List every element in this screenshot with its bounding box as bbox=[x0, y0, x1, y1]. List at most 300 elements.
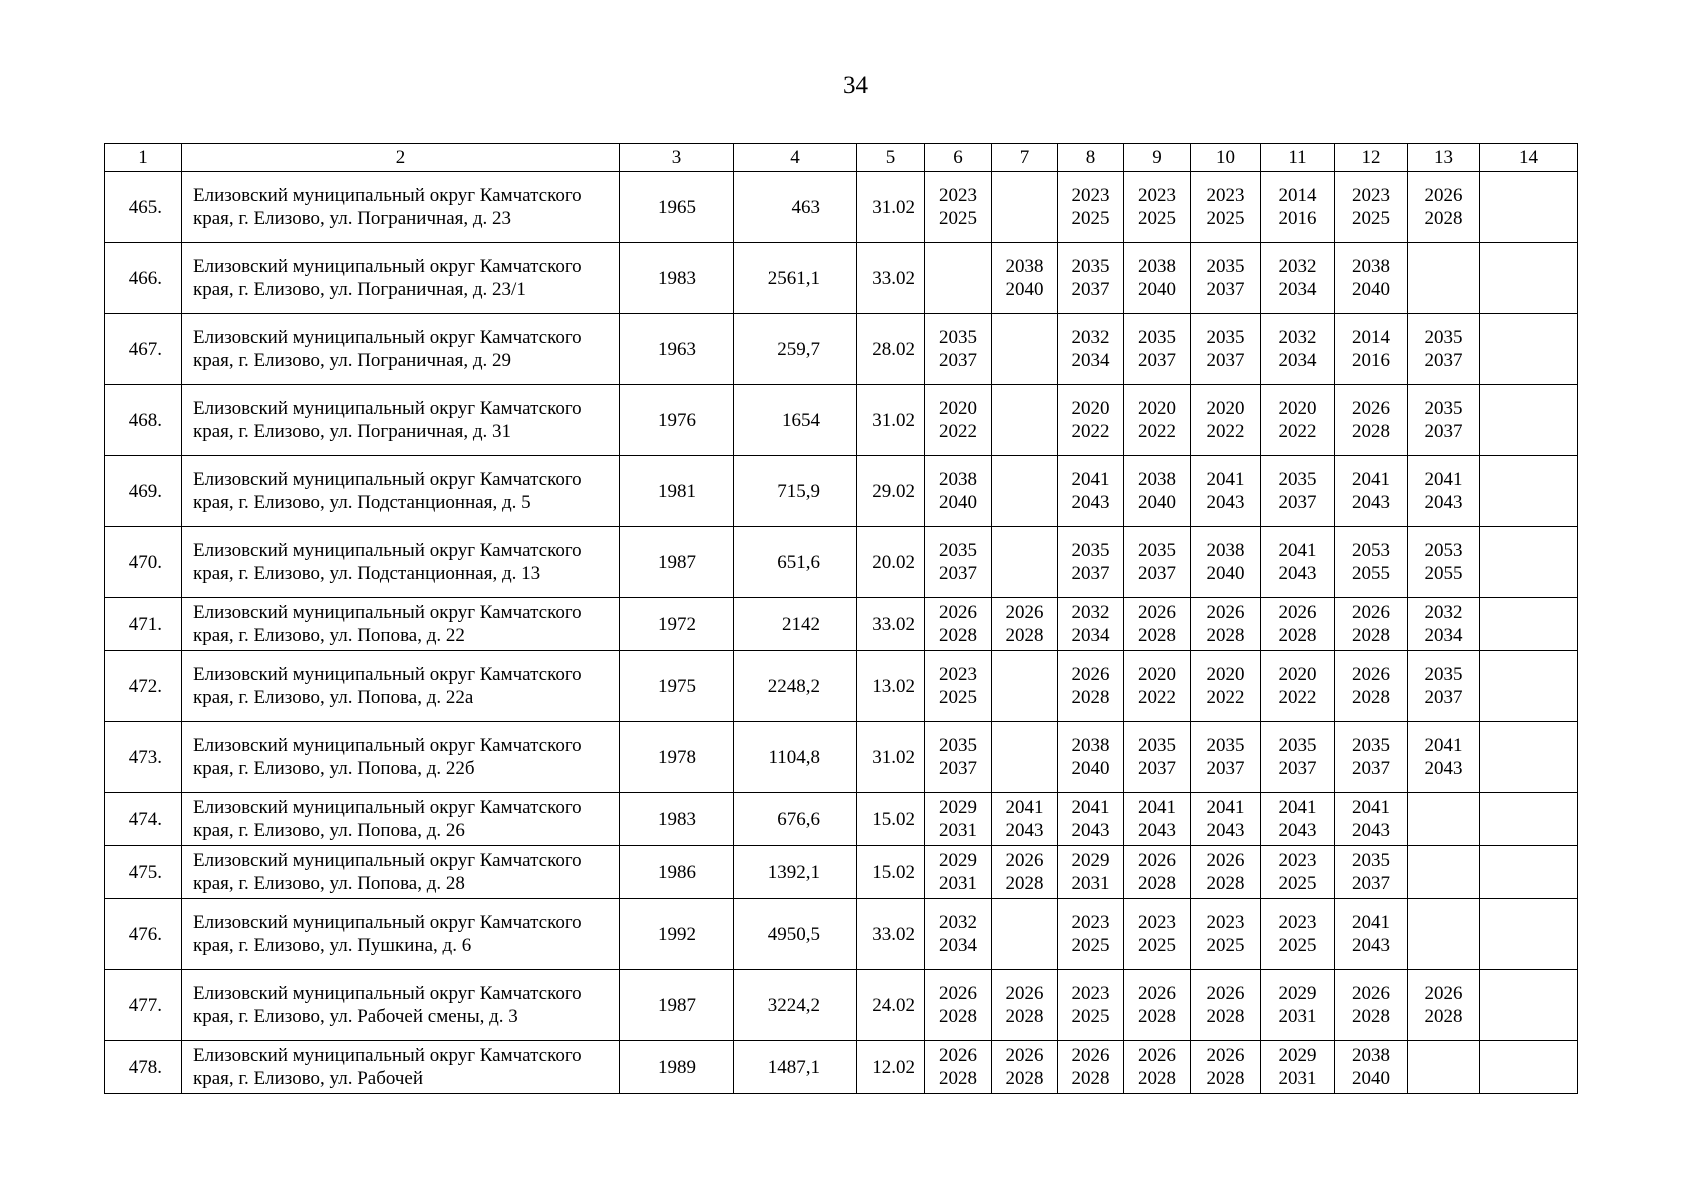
period-cell-col10 bbox=[1191, 314, 1261, 385]
period-end-year: 2037 bbox=[939, 758, 977, 779]
period-cell-col9 bbox=[1124, 722, 1191, 793]
build-year-cell: 1963 bbox=[620, 314, 734, 385]
area-cell: 2142 bbox=[734, 598, 857, 651]
address-cell: Елизовский муниципальный округ Камчатского края, г. Елизово, ул. Пограничная, д. 31 bbox=[182, 385, 620, 456]
period-end-year: 2025 bbox=[1138, 935, 1176, 956]
address-cell: Елизовский муниципальный округ Камчатского края, г. Елизово, ул. Подстанционная, д. 13 bbox=[182, 527, 620, 598]
period-end-year: 2028 bbox=[1206, 1068, 1245, 1089]
period-end-year: 2043 bbox=[1206, 492, 1245, 513]
period-start-year: 2026 bbox=[1138, 850, 1176, 871]
period-end-year: 2043 bbox=[1138, 820, 1176, 841]
period-start-year: 2020 bbox=[1206, 398, 1245, 419]
period-start-year: 2038 bbox=[1138, 256, 1176, 277]
period-cell-col11 bbox=[1261, 243, 1335, 314]
period-end-year: 2040 bbox=[1206, 563, 1245, 584]
period-end-year: 2037 bbox=[1352, 758, 1390, 779]
build-year-cell: 1983 bbox=[620, 793, 734, 846]
period-cell-col7 bbox=[992, 172, 1058, 243]
period-end-year: 2037 bbox=[1206, 350, 1245, 371]
build-year-cell: 1978 bbox=[620, 722, 734, 793]
period-end-year: 2037 bbox=[939, 350, 977, 371]
column-header-3: 3 bbox=[620, 144, 734, 172]
table-row bbox=[105, 385, 1578, 456]
period-start-year: 2041 bbox=[1071, 469, 1110, 490]
period-cell-col11 bbox=[1261, 598, 1335, 651]
table-row bbox=[105, 722, 1578, 793]
period-cell-col7 bbox=[992, 456, 1058, 527]
row-number-cell: 465. bbox=[105, 172, 182, 243]
period-end-year: 2025 bbox=[1206, 208, 1245, 229]
period-end-year: 2037 bbox=[1206, 279, 1245, 300]
period-end-year: 2040 bbox=[1352, 1068, 1390, 1089]
period-cell-col10 bbox=[1191, 722, 1261, 793]
period-end-year: 2025 bbox=[1071, 1006, 1110, 1027]
period-start-year: 2026 bbox=[1206, 1045, 1245, 1066]
area-cell: 259,7 bbox=[734, 314, 857, 385]
period-cell-col7 bbox=[992, 970, 1058, 1041]
period-start-year: 2041 bbox=[1278, 540, 1317, 561]
period-end-year: 2022 bbox=[1071, 421, 1110, 442]
period-end-year: 2043 bbox=[1352, 492, 1390, 513]
period-cell-col11 bbox=[1261, 527, 1335, 598]
period-end-year: 2043 bbox=[1278, 820, 1317, 841]
period-start-year: 2038 bbox=[1352, 1045, 1390, 1066]
period-cell-col8 bbox=[1058, 722, 1124, 793]
period-cell-col13 bbox=[1408, 1041, 1480, 1094]
period-cell-col14 bbox=[1480, 527, 1578, 598]
code-cell: 24.02 bbox=[857, 970, 925, 1041]
period-start-year: 2026 bbox=[939, 602, 977, 623]
period-start-year: 2020 bbox=[939, 398, 977, 419]
period-end-year: 2034 bbox=[939, 935, 977, 956]
period-cell-col10 bbox=[1191, 1041, 1261, 1094]
period-cell-col6 bbox=[925, 527, 992, 598]
code-cell: 31.02 bbox=[857, 172, 925, 243]
period-start-year: 2035 bbox=[939, 735, 977, 756]
period-cell-col12 bbox=[1335, 598, 1408, 651]
period-cell-col12 bbox=[1335, 527, 1408, 598]
period-start-year: 2041 bbox=[1352, 912, 1390, 933]
period-end-year: 2037 bbox=[1424, 421, 1463, 442]
period-cell-col9 bbox=[1124, 970, 1191, 1041]
period-cell-col10 bbox=[1191, 385, 1261, 456]
period-start-year: 2020 bbox=[1278, 664, 1317, 685]
code-cell: 31.02 bbox=[857, 722, 925, 793]
period-cell-col14 bbox=[1480, 1041, 1578, 1094]
period-end-year: 2028 bbox=[1424, 208, 1463, 229]
period-end-year: 2025 bbox=[1278, 873, 1317, 894]
code-cell: 12.02 bbox=[857, 1041, 925, 1094]
period-end-year: 2016 bbox=[1352, 350, 1390, 371]
period-end-year: 2034 bbox=[1071, 625, 1110, 646]
code-cell: 31.02 bbox=[857, 385, 925, 456]
period-cell-col9 bbox=[1124, 527, 1191, 598]
period-end-year: 2028 bbox=[1071, 1068, 1110, 1089]
period-end-year: 2028 bbox=[1424, 1006, 1463, 1027]
build-year-cell: 1983 bbox=[620, 243, 734, 314]
period-cell-col11 bbox=[1261, 722, 1335, 793]
build-year-cell: 1975 bbox=[620, 651, 734, 722]
row-number-cell: 466. bbox=[105, 243, 182, 314]
period-start-year: 2041 bbox=[1206, 469, 1245, 490]
column-header-5: 5 bbox=[857, 144, 925, 172]
period-end-year: 2040 bbox=[1352, 279, 1390, 300]
period-start-year: 2035 bbox=[939, 540, 977, 561]
period-end-year: 2037 bbox=[1424, 687, 1463, 708]
period-cell-col13 bbox=[1408, 243, 1480, 314]
period-cell-col8 bbox=[1058, 243, 1124, 314]
period-end-year: 2028 bbox=[1005, 1068, 1044, 1089]
period-end-year: 2037 bbox=[1278, 758, 1317, 779]
period-cell-col6 bbox=[925, 314, 992, 385]
period-end-year: 2034 bbox=[1071, 350, 1110, 371]
period-end-year: 2037 bbox=[1206, 758, 1245, 779]
area-cell: 715,9 bbox=[734, 456, 857, 527]
period-cell-col8 bbox=[1058, 1041, 1124, 1094]
period-end-year: 2043 bbox=[1071, 492, 1110, 513]
period-start-year: 2026 bbox=[1352, 602, 1390, 623]
period-cell-col10 bbox=[1191, 793, 1261, 846]
period-cell-col11 bbox=[1261, 456, 1335, 527]
period-end-year: 2028 bbox=[1206, 625, 1245, 646]
period-start-year: 2020 bbox=[1138, 664, 1176, 685]
area-cell: 4950,5 bbox=[734, 899, 857, 970]
table-row bbox=[105, 314, 1578, 385]
period-start-year: 2026 bbox=[1071, 1045, 1110, 1066]
period-end-year: 2025 bbox=[1278, 935, 1317, 956]
period-cell-col12 bbox=[1335, 846, 1408, 899]
period-cell-col9 bbox=[1124, 846, 1191, 899]
table-row bbox=[105, 970, 1578, 1041]
column-header-9: 9 bbox=[1124, 144, 1191, 172]
period-start-year: 2035 bbox=[1138, 735, 1176, 756]
period-cell-col13 bbox=[1408, 846, 1480, 899]
period-start-year: 2023 bbox=[1071, 912, 1110, 933]
period-cell-col9 bbox=[1124, 899, 1191, 970]
column-header-10: 10 bbox=[1191, 144, 1261, 172]
area-cell: 676,6 bbox=[734, 793, 857, 846]
period-cell-col14 bbox=[1480, 846, 1578, 899]
period-end-year: 2025 bbox=[1138, 208, 1176, 229]
period-cell-col14 bbox=[1480, 243, 1578, 314]
code-cell: 28.02 bbox=[857, 314, 925, 385]
period-start-year: 2038 bbox=[1005, 256, 1044, 277]
period-cell-col12 bbox=[1335, 970, 1408, 1041]
period-start-year: 2026 bbox=[1278, 602, 1317, 623]
row-number-cell: 475. bbox=[105, 846, 182, 899]
address-cell: Елизовский муниципальный округ Камчатского края, г. Елизово, ул. Попова, д. 26 bbox=[182, 793, 620, 846]
period-end-year: 2043 bbox=[1071, 820, 1110, 841]
period-end-year: 2031 bbox=[1278, 1006, 1317, 1027]
area-cell: 2248,2 bbox=[734, 651, 857, 722]
period-end-year: 2022 bbox=[1138, 687, 1176, 708]
period-start-year: 2014 bbox=[1352, 327, 1390, 348]
period-cell-col6 bbox=[925, 243, 992, 314]
period-end-year: 2037 bbox=[1278, 492, 1317, 513]
period-start-year: 2023 bbox=[939, 185, 977, 206]
area-cell: 1392,1 bbox=[734, 846, 857, 899]
period-end-year: 2031 bbox=[1278, 1068, 1317, 1089]
period-cell-col6 bbox=[925, 456, 992, 527]
period-start-year: 2026 bbox=[1138, 983, 1176, 1004]
period-cell-col10 bbox=[1191, 651, 1261, 722]
area-cell: 1654 bbox=[734, 385, 857, 456]
table-row bbox=[105, 793, 1578, 846]
period-end-year: 2028 bbox=[1206, 873, 1245, 894]
address-cell: Елизовский муниципальный округ Камчатского края, г. Елизово, ул. Подстанционная, д. 5 bbox=[182, 456, 620, 527]
period-end-year: 2040 bbox=[1071, 758, 1110, 779]
period-start-year: 2023 bbox=[1138, 912, 1176, 933]
build-year-cell: 1987 bbox=[620, 527, 734, 598]
period-cell-col12 bbox=[1335, 1041, 1408, 1094]
period-start-year: 2026 bbox=[939, 983, 977, 1004]
period-start-year: 2035 bbox=[1278, 735, 1317, 756]
period-cell-col10 bbox=[1191, 598, 1261, 651]
period-cell-col13 bbox=[1408, 651, 1480, 722]
column-header-13: 13 bbox=[1408, 144, 1480, 172]
period-cell-col8 bbox=[1058, 385, 1124, 456]
period-cell-col14 bbox=[1480, 899, 1578, 970]
period-start-year: 2026 bbox=[1071, 664, 1110, 685]
period-end-year: 2031 bbox=[1071, 873, 1110, 894]
period-cell-col14 bbox=[1480, 456, 1578, 527]
row-number-cell: 477. bbox=[105, 970, 182, 1041]
period-cell-col7 bbox=[992, 527, 1058, 598]
period-cell-col9 bbox=[1124, 385, 1191, 456]
period-cell-col8 bbox=[1058, 970, 1124, 1041]
period-cell-col7 bbox=[992, 1041, 1058, 1094]
row-number-cell: 470. bbox=[105, 527, 182, 598]
code-cell: 33.02 bbox=[857, 899, 925, 970]
period-end-year: 2043 bbox=[1352, 820, 1390, 841]
period-end-year: 2034 bbox=[1278, 350, 1317, 371]
period-end-year: 2028 bbox=[1352, 1006, 1390, 1027]
period-start-year: 2038 bbox=[1138, 469, 1176, 490]
period-cell-col9 bbox=[1124, 456, 1191, 527]
period-start-year: 2026 bbox=[1206, 850, 1245, 871]
period-cell-col7 bbox=[992, 846, 1058, 899]
period-cell-col14 bbox=[1480, 385, 1578, 456]
period-cell-col7 bbox=[992, 722, 1058, 793]
period-cell-col14 bbox=[1480, 793, 1578, 846]
period-end-year: 2028 bbox=[1352, 421, 1390, 442]
period-cell-col9 bbox=[1124, 598, 1191, 651]
period-start-year: 2023 bbox=[1278, 912, 1317, 933]
period-start-year: 2023 bbox=[1278, 850, 1317, 871]
period-end-year: 2028 bbox=[939, 625, 977, 646]
period-end-year: 2028 bbox=[1071, 687, 1110, 708]
period-cell-col6 bbox=[925, 793, 992, 846]
period-cell-col14 bbox=[1480, 598, 1578, 651]
address-cell: Елизовский муниципальный округ Камчатского края, г. Елизово, ул. Пушкина, д. 6 bbox=[182, 899, 620, 970]
address-cell: Елизовский муниципальный округ Камчатского края, г. Елизово, ул. Попова, д. 22б bbox=[182, 722, 620, 793]
period-cell-col13 bbox=[1408, 598, 1480, 651]
period-start-year: 2023 bbox=[1071, 983, 1110, 1004]
period-cell-col12 bbox=[1335, 793, 1408, 846]
period-end-year: 2043 bbox=[1424, 492, 1463, 513]
period-cell-col11 bbox=[1261, 1041, 1335, 1094]
period-cell-col6 bbox=[925, 385, 992, 456]
code-cell: 20.02 bbox=[857, 527, 925, 598]
period-end-year: 2028 bbox=[1138, 1006, 1176, 1027]
address-cell: Елизовский муниципальный округ Камчатского края, г. Елизово, ул. Пограничная, д. 23/1 bbox=[182, 243, 620, 314]
period-cell-col11 bbox=[1261, 846, 1335, 899]
area-cell: 1487,1 bbox=[734, 1041, 857, 1094]
period-start-year: 2029 bbox=[1071, 850, 1110, 871]
period-cell-col8 bbox=[1058, 793, 1124, 846]
period-cell-col13 bbox=[1408, 527, 1480, 598]
period-start-year: 2023 bbox=[1352, 185, 1390, 206]
period-cell-col13 bbox=[1408, 314, 1480, 385]
table-row bbox=[105, 456, 1578, 527]
period-cell-col12 bbox=[1335, 722, 1408, 793]
build-year-cell: 1965 bbox=[620, 172, 734, 243]
period-cell-col6 bbox=[925, 598, 992, 651]
period-start-year: 2026 bbox=[1005, 1045, 1044, 1066]
period-cell-col10 bbox=[1191, 456, 1261, 527]
period-start-year: 2041 bbox=[1424, 735, 1463, 756]
period-cell-col10 bbox=[1191, 527, 1261, 598]
area-cell: 1104,8 bbox=[734, 722, 857, 793]
period-cell-col9 bbox=[1124, 1041, 1191, 1094]
period-cell-col13 bbox=[1408, 385, 1480, 456]
period-cell-col12 bbox=[1335, 899, 1408, 970]
period-end-year: 2040 bbox=[1138, 492, 1176, 513]
period-start-year: 2023 bbox=[1071, 185, 1110, 206]
period-cell-col13 bbox=[1408, 899, 1480, 970]
period-start-year: 2035 bbox=[1424, 664, 1463, 685]
area-cell: 463 bbox=[734, 172, 857, 243]
period-cell-col8 bbox=[1058, 598, 1124, 651]
period-start-year: 2041 bbox=[1005, 797, 1044, 818]
period-start-year: 2029 bbox=[1278, 1045, 1317, 1066]
page-number: 34 bbox=[843, 72, 868, 99]
period-start-year: 2020 bbox=[1278, 398, 1317, 419]
period-end-year: 2028 bbox=[1138, 1068, 1176, 1089]
period-cell-col7 bbox=[992, 243, 1058, 314]
period-end-year: 2028 bbox=[1005, 873, 1044, 894]
code-cell: 29.02 bbox=[857, 456, 925, 527]
period-end-year: 2022 bbox=[1278, 687, 1317, 708]
period-cell-col11 bbox=[1261, 651, 1335, 722]
period-end-year: 2028 bbox=[1352, 625, 1390, 646]
period-start-year: 2035 bbox=[1138, 540, 1176, 561]
period-cell-col6 bbox=[925, 970, 992, 1041]
period-end-year: 2034 bbox=[1278, 279, 1317, 300]
column-header-2: 2 bbox=[182, 144, 620, 172]
period-cell-col11 bbox=[1261, 172, 1335, 243]
period-start-year: 2023 bbox=[1206, 185, 1245, 206]
period-cell-col6 bbox=[925, 846, 992, 899]
period-cell-col9 bbox=[1124, 651, 1191, 722]
table-row bbox=[105, 598, 1578, 651]
period-cell-col13 bbox=[1408, 722, 1480, 793]
period-start-year: 2026 bbox=[1206, 602, 1245, 623]
build-year-cell: 1986 bbox=[620, 846, 734, 899]
period-start-year: 2041 bbox=[1138, 797, 1176, 818]
period-cell-col11 bbox=[1261, 793, 1335, 846]
period-start-year: 2041 bbox=[1352, 469, 1390, 490]
period-end-year: 2025 bbox=[939, 208, 977, 229]
column-header-11: 11 bbox=[1261, 144, 1335, 172]
period-end-year: 2022 bbox=[939, 421, 977, 442]
area-cell: 3224,2 bbox=[734, 970, 857, 1041]
period-cell-col14 bbox=[1480, 314, 1578, 385]
period-cell-col6 bbox=[925, 651, 992, 722]
period-end-year: 2028 bbox=[1352, 687, 1390, 708]
period-end-year: 2028 bbox=[1278, 625, 1317, 646]
period-cell-col14 bbox=[1480, 722, 1578, 793]
period-cell-col8 bbox=[1058, 651, 1124, 722]
period-end-year: 2055 bbox=[1424, 563, 1463, 584]
period-start-year: 2035 bbox=[1138, 327, 1176, 348]
period-end-year: 2037 bbox=[1138, 350, 1176, 371]
period-start-year: 2026 bbox=[1352, 664, 1390, 685]
period-start-year: 2014 bbox=[1278, 185, 1317, 206]
period-cell-col13 bbox=[1408, 172, 1480, 243]
period-start-year: 2023 bbox=[1138, 185, 1176, 206]
row-number-cell: 478. bbox=[105, 1041, 182, 1094]
table-row bbox=[105, 527, 1578, 598]
period-start-year: 2035 bbox=[1206, 327, 1245, 348]
period-end-year: 2028 bbox=[1005, 1006, 1044, 1027]
period-cell-col10 bbox=[1191, 243, 1261, 314]
period-start-year: 2026 bbox=[1206, 983, 1245, 1004]
period-end-year: 2025 bbox=[1206, 935, 1245, 956]
period-cell-col14 bbox=[1480, 651, 1578, 722]
period-start-year: 2038 bbox=[1206, 540, 1245, 561]
period-start-year: 2032 bbox=[1278, 256, 1317, 277]
period-start-year: 2041 bbox=[1352, 797, 1390, 818]
table-row bbox=[105, 899, 1578, 970]
column-header-7: 7 bbox=[992, 144, 1058, 172]
code-cell: 15.02 bbox=[857, 846, 925, 899]
period-end-year: 2043 bbox=[1278, 563, 1317, 584]
table-row bbox=[105, 846, 1578, 899]
period-start-year: 2041 bbox=[1278, 797, 1317, 818]
build-year-cell: 1992 bbox=[620, 899, 734, 970]
period-end-year: 2025 bbox=[939, 687, 977, 708]
period-end-year: 2040 bbox=[1005, 279, 1044, 300]
period-end-year: 2025 bbox=[1352, 208, 1390, 229]
period-start-year: 2035 bbox=[1424, 398, 1463, 419]
period-cell-col7 bbox=[992, 651, 1058, 722]
period-end-year: 2028 bbox=[1138, 625, 1176, 646]
period-start-year: 2026 bbox=[1352, 983, 1390, 1004]
period-end-year: 2028 bbox=[939, 1006, 977, 1027]
period-cell-col14 bbox=[1480, 172, 1578, 243]
code-cell: 15.02 bbox=[857, 793, 925, 846]
address-cell: Елизовский муниципальный округ Камчатского края, г. Елизово, ул. Попова, д. 28 bbox=[182, 846, 620, 899]
period-cell-col11 bbox=[1261, 314, 1335, 385]
period-start-year: 2020 bbox=[1138, 398, 1176, 419]
row-number-cell: 476. bbox=[105, 899, 182, 970]
period-start-year: 2032 bbox=[1071, 327, 1110, 348]
period-start-year: 2032 bbox=[1071, 602, 1110, 623]
period-cell-col6 bbox=[925, 172, 992, 243]
period-end-year: 2031 bbox=[939, 820, 977, 841]
period-start-year: 2026 bbox=[1138, 1045, 1176, 1066]
period-start-year: 2041 bbox=[1424, 469, 1463, 490]
housing-register-table bbox=[104, 143, 1578, 1094]
period-start-year: 2041 bbox=[1071, 797, 1110, 818]
period-start-year: 2035 bbox=[1352, 850, 1390, 871]
period-start-year: 2032 bbox=[1278, 327, 1317, 348]
column-header-8: 8 bbox=[1058, 144, 1124, 172]
period-start-year: 2026 bbox=[1005, 983, 1044, 1004]
address-cell: Елизовский муниципальный округ Камчатского края, г. Елизово, ул. Пограничная, д. 29 bbox=[182, 314, 620, 385]
period-start-year: 2020 bbox=[1071, 398, 1110, 419]
